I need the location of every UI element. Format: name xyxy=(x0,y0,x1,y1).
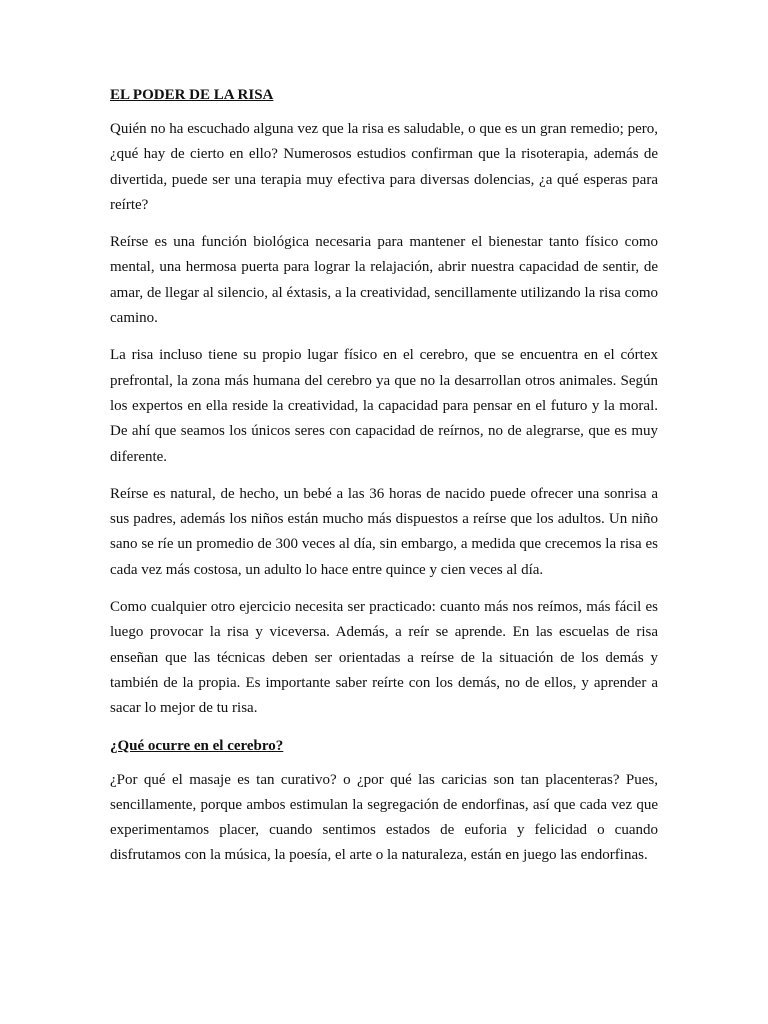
paragraph-endorphins: ¿Por qué el masaje es tan curativo? o ¿por qué las caricias son tan placenteras? Pues, sencillamente, porque ambos estimulan la segregación de endorfinas, así que cada vez que experimentamos placer, cuando sentimos estados de euforia y felicidad o cuando disfrutamos con la música, la poesía, el arte o la naturaleza, están en juego las endorfinas. xyxy=(110,771,658,864)
paragraph-natural-laughter: Reírse es natural, de hecho, un bebé a las 36 horas de nacido puede ofrecer una sonrisa a sus padres, además los niños están mucho más dispuestos a reírse que los adultos. Un niño sano se ríe un promedio de 300 veces al día, sin embargo, a medida que crecemos la risa es cada vez más costosa, un adulto lo hace entre quince y cien veces al día. xyxy=(110,485,658,578)
paragraph-brain-location: La risa incluso tiene su propio lugar físico en el cerebro, que se encuentra en el córtex prefrontal, la zona más humana del cerebro ya que no la desarrollan otros animales. Según los expertos en ella reside la creatividad, la capacidad para pensar en el futuro y la moral. De ahí que seamos los únicos seres con capacidad de reírnos, no de alegrarse, que es muy diferente. xyxy=(110,347,658,465)
document-page xyxy=(110,83,658,869)
paragraph-biological-function: Reírse es una función biológica necesaria para mantener el bienestar tanto físico como mental, una hermosa puerta para lograr la relajación, abrir nuestra capacidad de sentir, de amar, de llegar al silencio, al éxtasis, a la creatividad, sencillamente utilizando la risa como camino. xyxy=(110,234,658,327)
paragraph-practice: Como cualquier otro ejercicio necesita ser practicado: cuanto más nos reímos, más fácil es luego provocar la risa y viceversa. Además, a reír se aprende. En las escuelas de risa enseñan que las técnicas deben ser orientadas a reírse de la situación de los demás y también de la propia. Es importante saber reírte con los demás, no de ellos, y aprender a sacar lo mejor de tu risa. xyxy=(110,599,658,717)
document-title: EL PODER DE LA RISA xyxy=(110,87,274,103)
section-heading-brain: ¿Qué ocurre en el cerebro? xyxy=(110,737,284,754)
paragraph-intro: Quién no ha escuchado alguna vez que la risa es saludable, o que es un gran remedio; pero, ¿qué hay de cierto en ello? Numerosos estudios confirman que la risoterapia, además de divertida, puede ser una terapia muy efectiva para diversas dolencias, ¿a qué esperas para reírte? xyxy=(110,121,658,213)
